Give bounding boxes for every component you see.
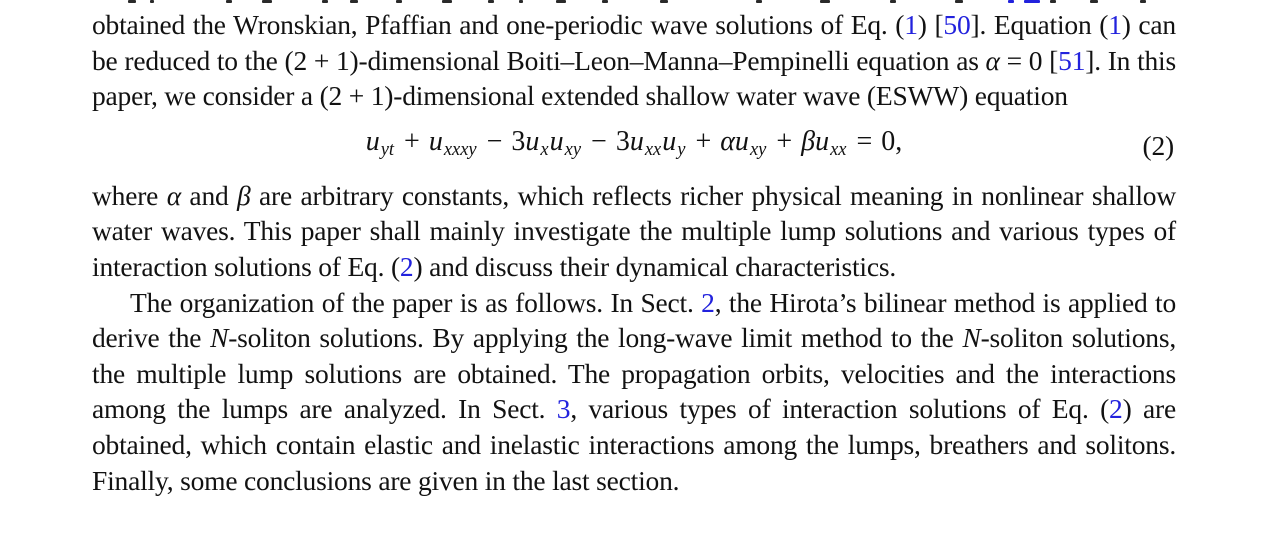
text-run: β — [237, 179, 251, 211]
cropped-glyph-fragment — [602, 0, 608, 3]
cropped-glyph-fragment — [660, 0, 668, 3]
text-run: -soliton solutions, the multiple lump solutions are obtained. The propagation orbits, velocities and the interactions among the lumps are analyzed. In Sect. — [92, 322, 1177, 425]
cropped-glyph-fragment — [262, 0, 272, 3]
math-subscript: xx — [830, 139, 847, 160]
cropped-glyph-fragment — [1090, 0, 1098, 3]
math-operator: − — [591, 125, 607, 157]
math-subscript: xy — [749, 139, 767, 160]
math-subscript: yt — [380, 139, 395, 160]
ref-link[interactable]: 2 — [701, 286, 715, 318]
math-variable: uyt — [365, 125, 395, 160]
text-column — [92, 7, 1176, 498]
text-run: ) [ — [917, 9, 944, 40]
text-run: are arbitrary constants, which reflects richer physical meaning in nonlinear shallow water waves. This paper shall mainly investigate the multiple lump solutions and various types of interaction solutions of Eq. ( — [92, 179, 1177, 282]
math-operator: − — [486, 125, 503, 157]
cropped-glyph-fragment — [226, 0, 232, 3]
paragraph-organization — [92, 285, 1176, 499]
cropped-glyph-fragment — [756, 0, 762, 3]
cropped-glyph-fragment — [820, 0, 830, 3]
display-equation — [92, 114, 1176, 178]
math-number: 3 — [615, 125, 630, 157]
text-run: and — [180, 179, 238, 211]
math-variable: uy — [662, 125, 686, 160]
ref-link[interactable]: 1 — [1108, 9, 1122, 40]
text-run: , the Hirota’s bilinear method is applied to derive the — [92, 286, 1177, 354]
math-subscript: y — [677, 139, 686, 160]
cropped-glyph-fragment — [350, 0, 358, 3]
text-run: N — [962, 322, 981, 354]
text-run: ) are obtained, which contain elastic and inelastic interactions among the lumps, breathers and solitons. Finally, some conclusions are given in the last section. — [92, 393, 1176, 496]
math-operator: = — [856, 125, 873, 157]
text-run: α — [166, 179, 181, 211]
math-variable: ux — [525, 125, 549, 160]
cropped-glyph-fragment — [128, 0, 136, 3]
math-subscript: xx — [644, 139, 662, 160]
math-variable: uxx — [629, 125, 662, 160]
cropped-glyph-fragment — [442, 0, 452, 3]
text-run: , various types of interaction solutions of Eq. ( — [570, 393, 1110, 425]
math-subscript: xy — [564, 139, 582, 160]
math-subscript: xxxy — [443, 139, 477, 160]
math-subscript: x — [540, 139, 549, 160]
text-run: where — [92, 179, 167, 211]
text-run: -soliton solutions. By applying the long-wave limit method to the — [228, 322, 963, 354]
ref-link[interactable]: 3 — [556, 393, 571, 425]
ref-link[interactable]: 50 — [943, 9, 971, 40]
ref-link[interactable]: 51 — [1058, 44, 1086, 76]
cropped-glyph-fragment — [322, 0, 328, 3]
cropped-line-fragments — [0, 0, 1280, 7]
paragraph-equation-description — [92, 178, 1176, 285]
math-variable: βuxx — [801, 125, 847, 160]
cropped-glyph-fragment — [890, 0, 896, 3]
text-run: = 0 [ — [999, 44, 1059, 76]
cropped-glyph-fragment — [955, 0, 963, 3]
text-run: ) and discuss their dynamical characteristics. — [413, 250, 897, 282]
equation-2-body — [366, 124, 903, 168]
text-run: obtained the Wronskian, Pfaffian and one-periodic wave solutions of Eq. ( — [92, 9, 905, 40]
math-variable: uxxxy — [428, 125, 477, 160]
text-run: ]. In this paper, we consider a (2 + 1)-dimensional extended shallow water wave (ESWW) equation — [92, 44, 1176, 112]
text-run: ) can be reduced to the (2 + 1)-dimensional Boiti–Leon–Manna–Pempinelli equation as — [92, 9, 1176, 76]
ref-link[interactable]: 2 — [1109, 393, 1123, 425]
cropped-glyph-fragment — [1024, 0, 1040, 3]
cropped-glyph-fragment — [150, 0, 154, 3]
math-operator: + — [776, 125, 793, 157]
paragraph-intro-continued — [92, 7, 1176, 114]
cropped-glyph-fragment — [556, 0, 566, 3]
text-run: α — [985, 44, 1000, 76]
math-number: 3 — [511, 125, 526, 157]
equation-number: (2) — [1142, 129, 1174, 161]
cropped-glyph-fragment — [1008, 0, 1014, 3]
math-variable: αuxy — [720, 125, 767, 160]
ref-link[interactable]: 1 — [904, 9, 918, 40]
math-variable: uxy — [549, 125, 582, 160]
cropped-glyph-fragment — [396, 0, 402, 3]
cropped-glyph-fragment — [1140, 0, 1146, 3]
text-run: ]. Equation ( — [970, 9, 1109, 40]
text-run: The organization of the paper is as follows. In Sect. — [130, 286, 702, 318]
math-operator: + — [695, 125, 712, 157]
math-operator: + — [404, 125, 420, 157]
cropped-glyph-fragment — [1050, 0, 1056, 3]
ref-link[interactable]: 2 — [399, 250, 414, 282]
cropped-glyph-fragment — [519, 0, 523, 3]
text-run: N — [210, 322, 229, 354]
math-number: 0, — [881, 125, 903, 157]
cropped-glyph-fragment — [488, 0, 494, 3]
